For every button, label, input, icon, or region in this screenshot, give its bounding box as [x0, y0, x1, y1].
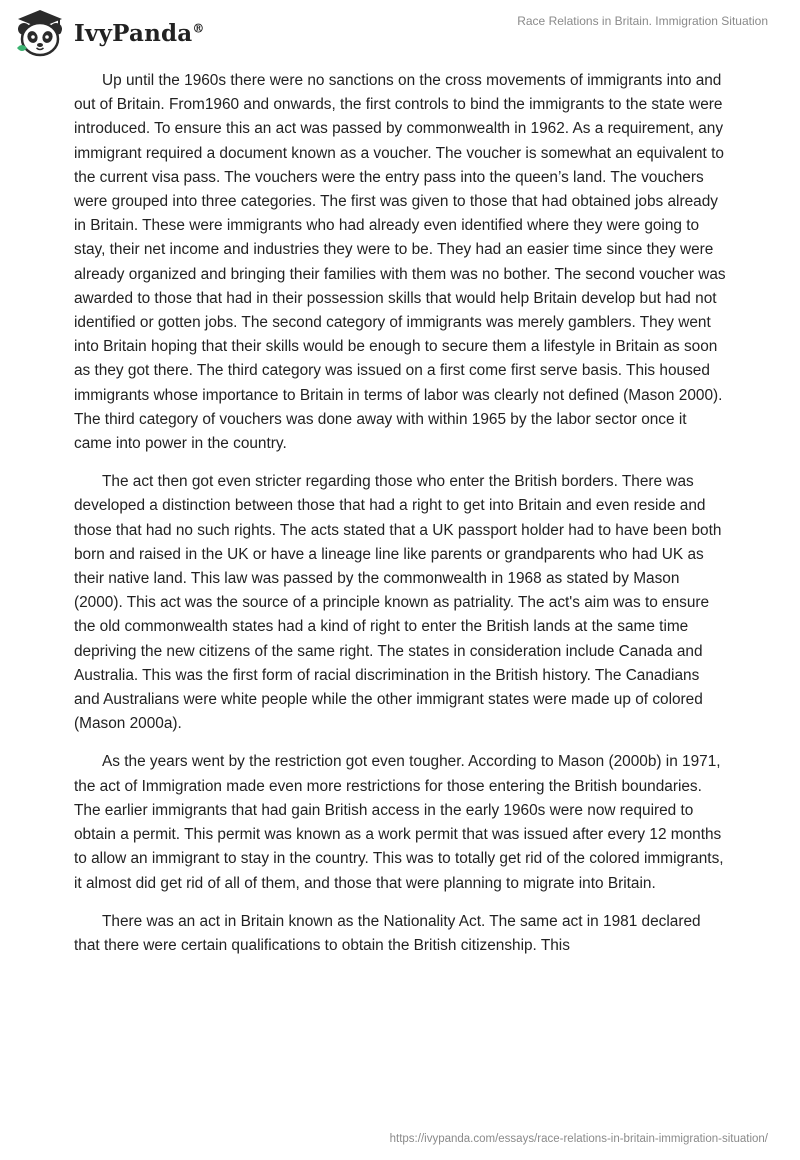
document-title: Race Relations in Britain. Immigration Situation [517, 14, 768, 28]
paragraph: The act then got even stricter regarding those who enter the British borders. There was developed a distinction between those that had a right to get into Britain and even reside and those that had no such rights. The acts stated that a UK passport holder had to have been both born and raised in the UK or have a lineage line like parents or grandparents who had UK as their native land. This law was passed by the commonwealth in 1968 as stated by Mason (2000). This act was the source of a principle known as patriality. The act's aim was to ensure the old commonwealth states had a kind of right to enter the British lands at the same time depriving the new citizens of the same right. The states in consideration include Canada and Australia. This was the first form of racial discrimination in the British history. The Canadians and Australians were white people while the other immigrant states were made up of colored (Mason 2000a). [74, 473, 722, 733]
ivypanda-logo[interactable] [14, 8, 205, 58]
panda-graduate-icon [14, 8, 66, 58]
page-header [0, 0, 800, 64]
brand-name: IvyPanda® [74, 19, 205, 47]
source-url[interactable]: https://ivypanda.com/essays/race-relations-in-britain-immigration-situation/ [389, 1133, 768, 1145]
registered-mark: ® [192, 20, 205, 35]
essay-body [74, 69, 726, 972]
paragraph: Up until the 1960s there were no sanctions on the cross movements of immigrants into and out of Britain. From1960 and onwards, the first controls to bind the immigrants to the state were introduced. To ensure this an act was passed by commonwealth in 1962. As a requirement, any immigrant required a document known as a voucher. The voucher is somewhat an equivalent to the current visa pass. The vouchers were the entry pass into the queen’s land. The vouchers were grouped into three categories. The first was given to those that had obtained jobs already in Britain. These were immigrants who had already even identified where they were going to stay, their net income and industries they were to be. They had an easier time since they were already organized and bringing their families with them was no bother. The second voucher was awarded to those that had in their possession skills that would help Britain develop but had not identified or gotten jobs. The second category of immigrants was merely gamblers. They went into Britain hoping that their skills would be enough to secure them a lifestyle in Britain as soon as they got there. The third category was issued on a first come first serve basis. This housed immigrants whose importance to Britain in terms of labor was clearly not defined (Mason 2000). The third category of vouchers was done away with within 1965 by the labor sector once it came into power in the country. [74, 72, 726, 453]
paragraph: There was an act in Britain known as the Nationality Act. The same act in 1981 declared that there were certain qualifications to obtain the British citizenship. This [74, 912, 701, 954]
paragraph: As the years went by the restriction got even tougher. According to Mason (2000b) in 1971, the act of Immigration made even more restrictions for those entering the British boundaries. The earlier immigrants that had gain British access in the early 1960s were now required to obtain a permit. This permit was known as a work permit that was issued after every 12 months to allow an immigrant to stay in the country. This was to totally get rid of the colored immigrants, it almost did get rid of all of them, and those that were planning to migrate into Britain. [74, 753, 724, 892]
